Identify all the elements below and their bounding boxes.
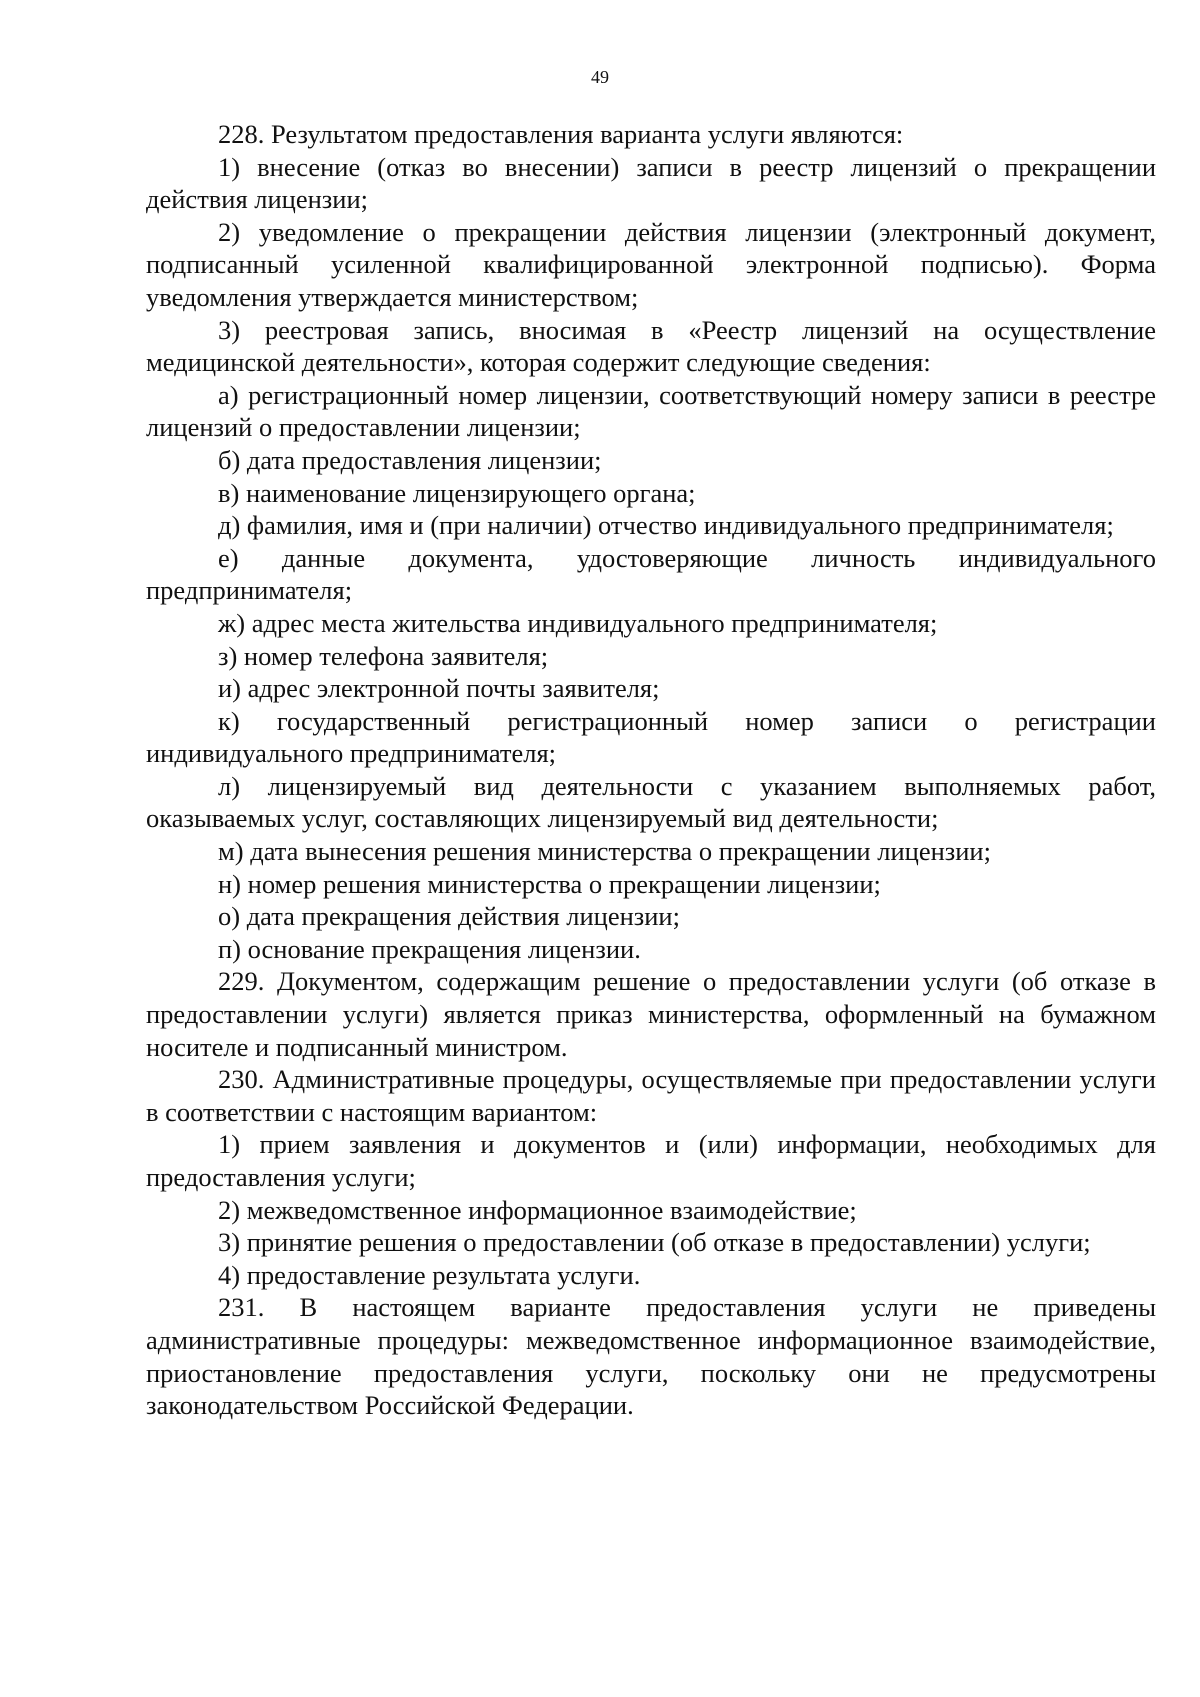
sub-item-p: п) основание прекращения лицензии. (218, 933, 641, 964)
sub-item-zh: ж) адрес места жительства индивидуального предпринимателя; (218, 607, 938, 638)
list-item-1: 1) внесение (отказ во внесении) записи в реестр лицензий о прекращении действия лицензии; (146, 151, 1156, 215)
paragraph-230: 230. Административные процедуры, осуществляемые при предоставлении услуги в соответствии с настоящим вариантом: (146, 1064, 1156, 1127)
sub-item-e: е) данные документа, удостоверяющие личность индивидуального предпринимателя; (146, 542, 1156, 606)
sub-item-v: в) наименование лицензирующего органа; (218, 477, 696, 508)
sub-item-b: б) дата предоставления лицензии; (218, 444, 602, 475)
paragraph-231: 231. В настоящем варианте предоставления услуги не приведены административные процедуры: межведомственное информационное взаимодействие, приостановление предоставления услуги, поскольку они не предусмотрены законодательством Российской Федерации. (146, 1292, 1156, 1421)
procedure-item-3: 3) принятие решения о предоставлении (об отказе в предоставлении) услуги; (218, 1227, 1091, 1258)
sub-item-a: а) регистрационный номер лицензии, соответствующий номеру записи в реестре лицензий о предоставлении лицензии; (146, 379, 1156, 443)
page-number: 49 (591, 67, 609, 87)
list-item-3: 3) реестровая запись, вносимая в «Реестр лицензий на осуществление медицинской деятельности», которая содержит следующие сведения: (146, 314, 1156, 378)
document-body (146, 118, 1156, 1422)
sub-item-l: л) лицензируемый вид деятельности с указанием выполняемых работ, оказываемых услуг, составляющих лицензируемый вид деятельности; (146, 770, 1156, 834)
sub-item-n: н) номер решения министерства о прекращении лицензии; (218, 868, 881, 899)
procedure-item-4: 4) предоставление результата услуги. (218, 1259, 641, 1290)
sub-item-k: к) государственный регистрационный номер записи о регистрации индивидуального предпринимателя; (146, 705, 1156, 769)
list-item-2: 2) уведомление о прекращении действия лицензии (электронный документ, подписанный усиленной квалифицированной электронной подписью). Форма уведомления утверждается министерством; (146, 216, 1156, 312)
paragraph-229: 229. Документом, содержащим решение о предоставлении услуги (об отказе в предоставлении услуги) является приказ министерства, оформленный на бумажном носителе и подписанный министром. (146, 966, 1156, 1062)
paragraph-228: 228. Результатом предоставления варианта услуги являются: (218, 119, 904, 149)
procedure-item-1: 1) прием заявления и документов и (или) информации, необходимых для предоставления услуги; (146, 1129, 1156, 1192)
sub-item-z: з) номер телефона заявителя; (218, 640, 549, 671)
sub-item-d: д) фамилия, имя и (при наличии) отчество индивидуального предпринимателя; (218, 510, 1114, 541)
sub-item-i: и) адрес электронной почты заявителя; (218, 673, 660, 704)
procedure-item-2: 2) межведомственное информационное взаимодействие; (218, 1194, 857, 1225)
sub-item-o: о) дата прекращения действия лицензии; (218, 901, 680, 932)
sub-item-m: м) дата вынесения решения министерства о прекращении лицензии; (218, 836, 991, 867)
